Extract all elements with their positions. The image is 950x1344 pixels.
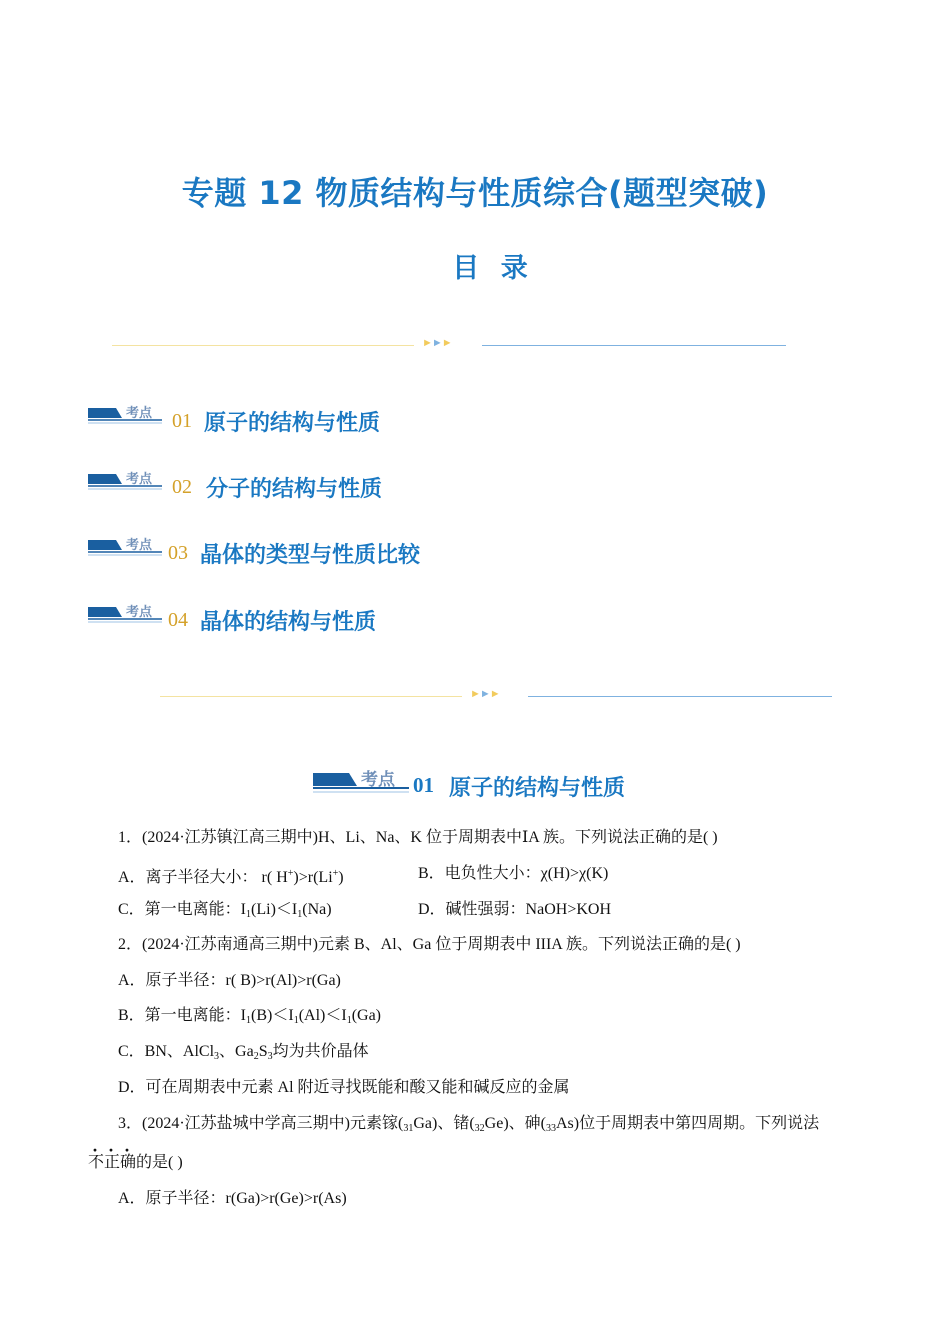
page-title: 专题 12 物质结构与性质综合(题型突破) <box>181 174 769 212</box>
toc-label: 原子的结构与性质 <box>204 411 381 436</box>
toc-label: 分子的结构与性质 <box>206 477 383 502</box>
badge-text: 考点 <box>126 538 153 553</box>
q3-stem: 3．(2024·江苏盐城中学高三期中)元素镓$(_{31}Ga)$、锗$(_{32}Ge)$、砷$(_{33}As)$位于周期表中第四周期。下列说法 <box>118 1115 820 1134</box>
kaodian-badge-icon <box>88 470 162 492</box>
section-num: 01 <box>413 773 434 797</box>
q3-stem-continued: 不正确的是( ) <box>88 1154 183 1171</box>
q3-option-a: A．原子半径：r(Ga)>r(Ge)>r(As) <box>118 1190 347 1207</box>
arrows-icon: ►►► <box>470 688 500 700</box>
q1-option-a: A．离子半径大小： r( H+)>r(Li+) <box>118 868 344 886</box>
toc-item-02[interactable] <box>88 470 488 504</box>
toc-item-01[interactable] <box>88 404 488 438</box>
toc-num: 02 <box>172 476 192 498</box>
divider-top <box>112 337 786 352</box>
kaodian-badge-icon <box>88 603 162 625</box>
toc-num: 03 <box>168 542 188 564</box>
q1-option-c: C．第一电离能：$I_1(Li)<I_1(Na)$ <box>118 901 332 920</box>
badge-text: 考点 <box>361 770 395 790</box>
toc-item-04[interactable] <box>88 603 488 637</box>
q2-option-d: D．可在周期表中元素 Al 附近寻找既能和酸又能和碱反应的金属 <box>118 1079 570 1096</box>
q1-stem: 1．(2024·江苏镇江高三期中)H、Li、Na、K 位于周期表中ⅠA 族。下列说法正确的是( ) <box>118 829 718 846</box>
toc-item-03[interactable] <box>88 536 508 570</box>
section-label: 原子的结构与性质 <box>449 776 626 801</box>
kaodian-badge-icon <box>88 404 162 426</box>
kaodian-badge-icon <box>313 768 409 796</box>
divider-bottom <box>160 688 832 703</box>
q1-option-d: D．碱性强弱：NaOH>KOH <box>418 901 612 918</box>
badge-text: 考点 <box>126 472 153 487</box>
q2-option-b: B．第一电离能：$I_1(B)<I_1(Al)<I_1(Ga)$ <box>118 1007 381 1026</box>
q1-option-b: B．电负性大小：χ(H)>χ(K) <box>418 865 609 882</box>
badge-text: 考点 <box>126 406 153 421</box>
q2-option-a: A．原子半径：r( B)>r(Al)>r(Ga) <box>118 972 341 989</box>
toc-num: 01 <box>172 410 192 432</box>
q2-option-c: C．BN、AlCl$_3$、$Ga_2S_3$均为共价晶体 <box>118 1043 369 1062</box>
q2-stem: 2．(2024·江苏南通高三期中)元素 B、Al、Ga 位于周期表中 IIIA 族。下列说法正确的是( ) <box>118 936 741 953</box>
toc-num: 04 <box>168 609 188 631</box>
toc-label: 晶体的类型与性质比较 <box>200 543 421 568</box>
kaodian-badge-icon <box>88 536 162 558</box>
badge-text: 考点 <box>126 605 153 620</box>
toc-label: 晶体的结构与性质 <box>200 610 377 635</box>
toc-heading: 目 录 <box>452 253 534 284</box>
arrows-icon: ►►► <box>422 337 452 349</box>
